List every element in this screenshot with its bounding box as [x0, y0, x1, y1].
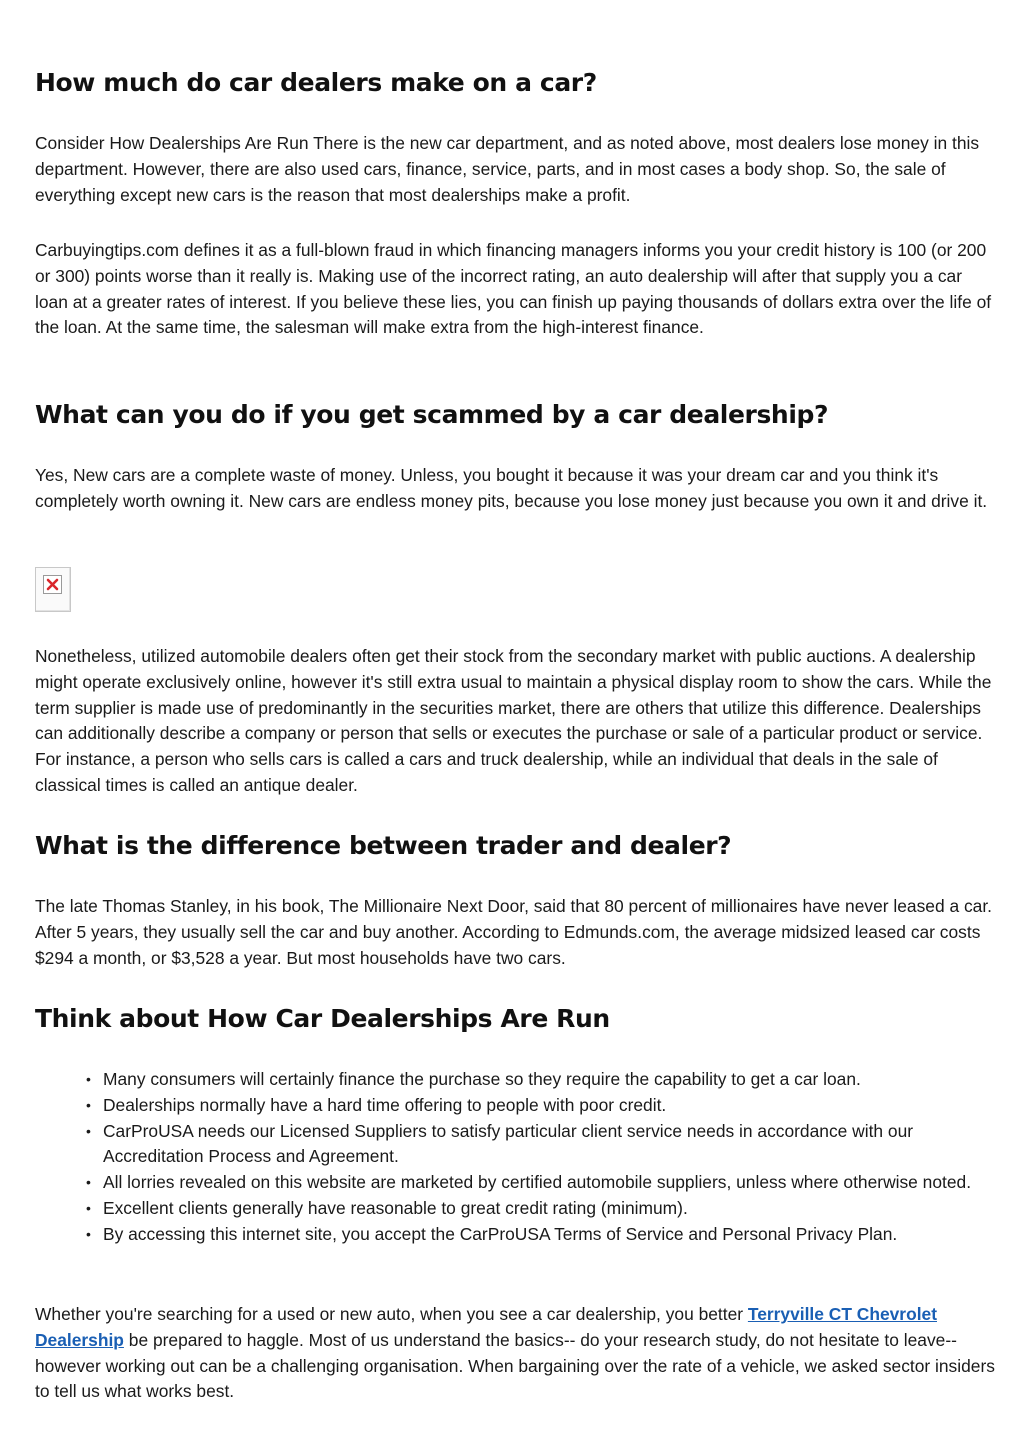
paragraph-used-dealers: Nonetheless, utilized automobile dealers often get their stock from the secondary market with public auctions. A dealership might operate exclusively online, however it's still extra usual to maintain a physical display room to show the cars. While the term supplier is made use of predominantly in the securities market, there are others that utilize this difference. Dealerships can additionally describe a company or person that sells or executes the purchase or sale of a particular product or service. For instance, a person who sells cars is called a cars and truck dealership, while an individual that deals in the sale of classical times is called an antique dealer. [35, 646, 992, 795]
list-item: • Excellent clients generally have reasonable to great credit rating (minimum). [103, 1196, 995, 1222]
closing-text-after: be prepared to haggle. Most of us understand the basics-- do your research study, do not hesitate to leave-- however working out can be a challenging organisation. When bargaining over the rate of a vehicle, we asked sector insiders to tell us what works best. [35, 1329, 995, 1402]
paragraph-credit-fraud: Carbuyingtips.com defines it as a full-blown fraud in which financing managers informs you your credit history is 100 (or 200 or 300) points worse than it really is. Making use of the incorrect rating, an auto dealership will after that supply you a car loan at a greater rates of interest. If you believe these lies, you can finish up paying thousands of dollars extra over the life of the loan. At the same time, the salesman will make extra from the high-interest finance. [35, 240, 992, 338]
list-item: • Many consumers will certainly finance the purchase so they require the capability to get a car loan. [103, 1067, 995, 1093]
paragraph-closing [35, 1302, 995, 1405]
dealership-link[interactable]: Terryville CT Chevrolet Dealership [35, 1304, 937, 1350]
paragraph-new-cars-waste: Yes, New cars are a complete waste of money. Unless, you bought it because it was your dream car and you think it's completely worth owning it. New cars are endless money pits, because you lose money just because you own it and drive it. [35, 465, 988, 511]
heading-dealer-profit: How much do car dealers make on a car? [35, 68, 597, 97]
heading-scammed: What can you do if you get scammed by a car dealership? [35, 400, 829, 429]
paragraph-millionaire: The late Thomas Stanley, in his book, The Millionaire Next Door, said that 80 percent of millionaires have never leased a car. After 5 years, they usually sell the car and buy another. According to Edmunds.com, the average midsized leased car costs $294 a month, or $3,528 a year. But most households have two cars. [35, 896, 992, 968]
broken-image [35, 567, 71, 612]
paragraph-dealerships-run: Consider How Dealerships Are Run There is the new car department, and as noted above, most dealers lose money in this department. However, there are also used cars, finance, service, parts, and in most cases a body shop. So, the sale of everything except new cars is the reason that most dealerships make a profit. [35, 133, 980, 205]
list-item: • By accessing this internet site, you accept the CarProUSA Terms of Service and Personal Privacy Plan. [103, 1222, 995, 1248]
heading-trader-dealer: What is the difference between trader and dealer? [35, 831, 732, 860]
bullet-list [85, 1067, 995, 1248]
heading-think-about: Think about How Car Dealerships Are Run [35, 1004, 610, 1033]
list-item: • Dealerships normally have a hard time offering to people with poor credit. [103, 1093, 995, 1119]
list-item: • All lorries revealed on this website are marketed by certified automobile suppliers, unless where otherwise noted. [103, 1170, 995, 1196]
broken-image-icon [43, 575, 62, 594]
closing-text-before: Whether you're searching for a used or new auto, when you see a car dealership, you better [35, 1304, 748, 1324]
list-item: • CarProUSA needs our Licensed Suppliers to satisfy particular client service needs in accordance with our Accreditation Process and Agreement. [103, 1119, 995, 1171]
